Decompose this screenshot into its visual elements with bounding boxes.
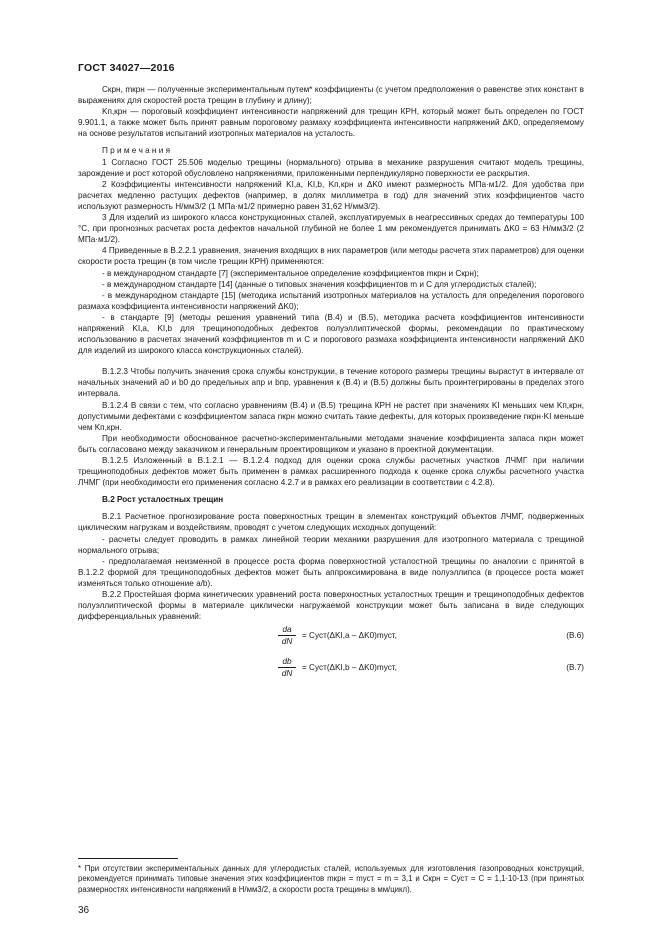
section-title-b2: В.2 Рост усталостных трещин	[102, 495, 224, 505]
equation-b6-denominator: dN	[281, 637, 293, 647]
equation-b6-number: (В.6)	[566, 631, 584, 641]
clause-b123: В.1.2.3 Чтобы получить значения срока службы конструкции, в течение которого размеры трещины вырастут в интервале от начальных значений a0 и b0 до предельных aпр и bпр, уравнения к (В.4) и (В.5) должны быть проинтегрированы в пределах этого интервала.	[78, 367, 584, 399]
equation-b7-fraction	[278, 656, 296, 679]
note-2: 2 Коэффициенты интенсивности напряжений KI,a, KI,b, Kп,крн и ΔK0 имеют размерность МПа·м1/2. Для удобства при расчетах медленно растущих дефектов (например, в долях миллиметра в год) для значений этих коэффициентов часто используют размерность Н/мм3/2 (1 МПа·м1/2 примерно равен 31,62 Н/мм3/2).	[78, 179, 584, 211]
clause-b221: В.2.1 Расчетное прогнозирование роста поверхностных трещин в элементах конструкций объектов ЛЧМГ, подверженных циклическим нагрузкам и воздействиям, проводят с учетом следующих исходных допущений:	[78, 512, 584, 533]
document-header: ГОСТ 34027—2016	[78, 62, 175, 74]
document-body	[78, 84, 584, 688]
equation-b6	[78, 624, 584, 650]
note-3: 3 Для изделий из широкого класса конструкционных сталей, эксплуатируемых в неагрессивных средах до температуры 100 °С, при прогнозных расчетах роста дефектов начальной глубиной не более 1 мм рекомендуется принимать ΔK0 = 63 Н/мм3/2 (2 МПа·м1/2).	[78, 213, 584, 245]
clause-b124: В.1.2.4 В связи с тем, что согласно уравнениям (В.4) и (В.5) трещина КРН не растет при значениях KI меньших чем Kп,крн, допустимыми дефектами с коэффициентом запаса nкрн можно считать такие дефекты, для которых произведение nкрн·KI меньше чем Kп,крн.	[78, 400, 584, 432]
note-1: 1 Согласно ГОСТ 25.506 моделью трещины (нормального) отрыва в механике разрушения считают модель трещины, зарождение и рост которой обусловлено напряжениями, приложенными перпендикулярно поверхности ее раскрытия.	[78, 157, 584, 178]
page-number: 36	[78, 905, 90, 916]
notes-title: П р и м е ч а н и я	[102, 146, 171, 156]
equation-b6-rhs: = Cуст(ΔKI,a – ΔK0)mуст,	[302, 631, 397, 641]
equation-b7-number: (В.7)	[566, 663, 584, 673]
clause-b125: В.1.2.5 Изложенный в В.1.2.1 — В.1.2.4 подход для оценки срока службы расчетных участков ЛЧМГ при наличии трещиноподобных дефектов может быть применен в рамках расширенного подхода к оценке срока службы расчетного участка ЛЧМГ (при необходимости его применения согласно 4.2.7 и в рамках его реализации в соответствии с 4.2.8).	[78, 456, 584, 488]
assumption-2: - предполагаемая неизменной в процессе роста форма поверхностной усталостной трещины по аналогии с принятой в В.1.2.2 формой для трещиноподобных дефектов может быть аппроксимирована в виде полуэллипса (в процессе роста может изменяться только отношение a/b).	[78, 556, 584, 588]
clause-b222: В.2.2 Простейшая форма кинетических уравнений роста поверхностных усталостных трещин и трещиноподобных дефектов полуэллиптической формы в материале циклически нагружаемой конструкции может быть записана в виде следующих дифференциальных уравнений:	[78, 590, 584, 622]
equation-b6-fraction	[278, 624, 296, 647]
clause-b124-cont: При необходимости обоснованное расчетно-экспериментальными методами значение коэффициента запаса nкрн может быть согласовано между заказчиком и генеральным проектировщиком и указано в проектной документации.	[78, 433, 584, 454]
note-4: 4 Приведенные в В.2.2.1 уравнения, значения входящих в них параметров (или методы расчета этих параметров) для оценки скорости роста трещин (в том числе трещин КРН) применяются:	[78, 246, 584, 267]
assumption-1: - расчеты следует проводить в рамках линейной теории механики разрушения для изотропного материала с трещиной нормального отрыва;	[78, 534, 584, 555]
equation-b7	[78, 656, 584, 682]
equation-b7-denominator: dN	[281, 669, 293, 679]
equation-b7-rhs: = Cуст(ΔKI,b – ΔK0)mуст,	[302, 663, 397, 673]
footnote: * При отсутствии экспериментальных данных для углеродистых сталей, используемых для изготовления газопроводных конструкций, рекомендуется принимать типовые значения этих коэффициентов mкрн = mуст = m = 3,1 и Cкрн = Cуст = C = 1,1·10-13 (при принятых размерностях интенсивности напряжений в Н/мм3/2, а скорости роста трещины в мм/цикл).	[78, 864, 584, 894]
footnote-divider	[78, 858, 178, 859]
paragraph-p1: Cкрн, mкрн — полученные экспериментальным путем* коэффициенты (с учетом предположения о равенстве этих констант в выражениях для скоростей роста трещин в глубину и длину);	[78, 85, 584, 106]
paragraph-p2: Kп,крн — пороговый коэффициент интенсивности напряжений для трещин КРН, который может быть определен по ГОСТ 9.901.1, а также может быть принят равным пороговому размаху коэффициента интенсивности напряжений ΔK0, определяемому на основе результатов испытаний изотропных материалов на усталость.	[78, 107, 584, 139]
note-4-item-1: - в международном стандарте [7] (экспериментальное определение коэффициентов mкрн и Cкрн);	[102, 268, 479, 278]
note-4-item-2: - в международном стандарте [14] (данные о типовых значения коэффициентов m и C для углеродистых сталей);	[102, 279, 537, 289]
note-4-item-3: - в международном стандарте [15] (методика испытаний изотропных материалов на усталость для определения порогового размаха коэффициента интенсивности напряжений ΔK0);	[78, 290, 584, 311]
equation-b7-numerator: db	[278, 656, 296, 668]
equation-b6-numerator: dа	[278, 624, 296, 636]
note-4-item-4: - в стандарте [9] (методы решения уравнений типа (В.4) и (В.5), методика расчета коэффициентов интенсивности напряжений KI,a, KI,b для трещиноподобных дефектов полуэллиптической формы, рекомендации по практическому использованию в расчетах значений коэффициентов m и C и порогового размаха коэффициента интенсивности напряжений ΔK0 для изделий из широкого класса конструкционных сталей).	[78, 312, 584, 356]
